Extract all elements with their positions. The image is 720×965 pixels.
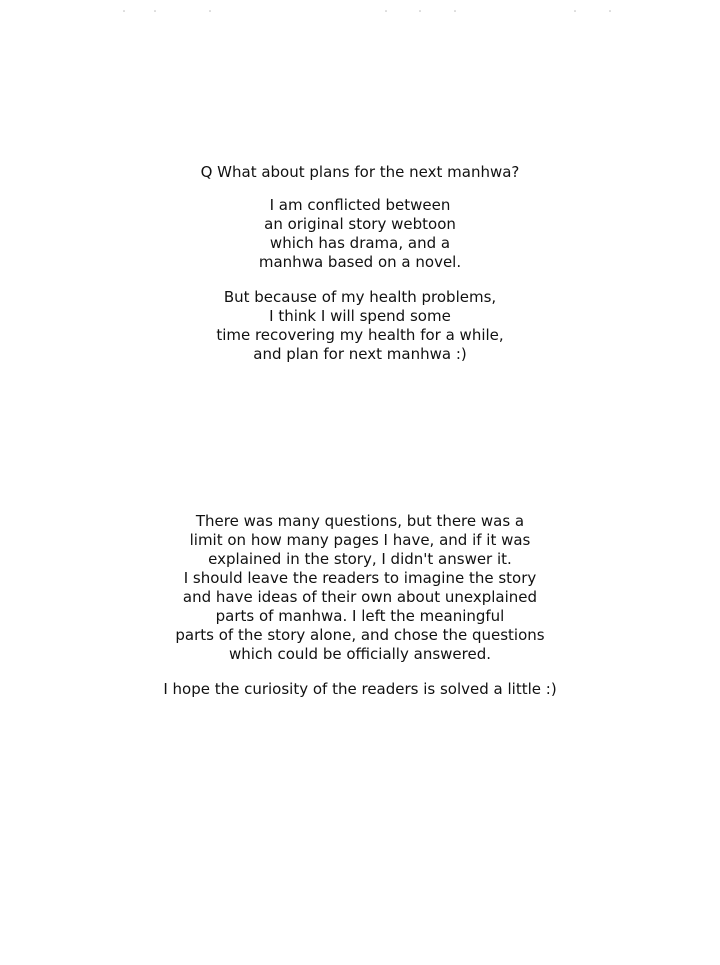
closing-final-line: I hope the curiosity of the readers is solved a little :) (163, 680, 557, 698)
paragraph-gap (0, 272, 720, 288)
answer-line: I think I will spend some (269, 307, 451, 325)
closing-paragraph-1 (0, 512, 720, 664)
qa-section (0, 163, 720, 364)
answer-line: which has drama, and a (269, 234, 451, 252)
closing-line: parts of manhwa. I left the meaningful (215, 607, 505, 625)
answer-paragraph-1 (0, 196, 720, 272)
closing-line: explained in the story, I didn't answer it. (208, 550, 512, 568)
paragraph-gap (0, 664, 720, 680)
answer-line: manhwa based on a novel. (258, 253, 462, 271)
question-heading: Q What about plans for the next manhwa? (200, 163, 520, 181)
closing-line: I should leave the readers to imagine the story (183, 569, 537, 587)
closing-line: and have ideas of their own about unexplained (182, 588, 538, 606)
closing-line: which could be officially answered. (228, 645, 491, 663)
answer-line: time recovering my health for a while, (216, 326, 504, 344)
answer-line: I am conflicted between (269, 196, 451, 214)
closing-section (0, 512, 720, 699)
answer-paragraph-2 (0, 288, 720, 364)
closing-line: There was many questions, but there was a (195, 512, 525, 530)
closing-line: limit on how many pages I have, and if it was (189, 531, 531, 549)
answer-line: an original story webtoon (264, 215, 456, 233)
scan-artifact-dots (0, 8, 720, 14)
answer-line: But because of my health problems, (223, 288, 497, 306)
closing-line: parts of the story alone, and chose the questions (175, 626, 545, 644)
answer-line: and plan for next manhwa :) (253, 345, 467, 363)
